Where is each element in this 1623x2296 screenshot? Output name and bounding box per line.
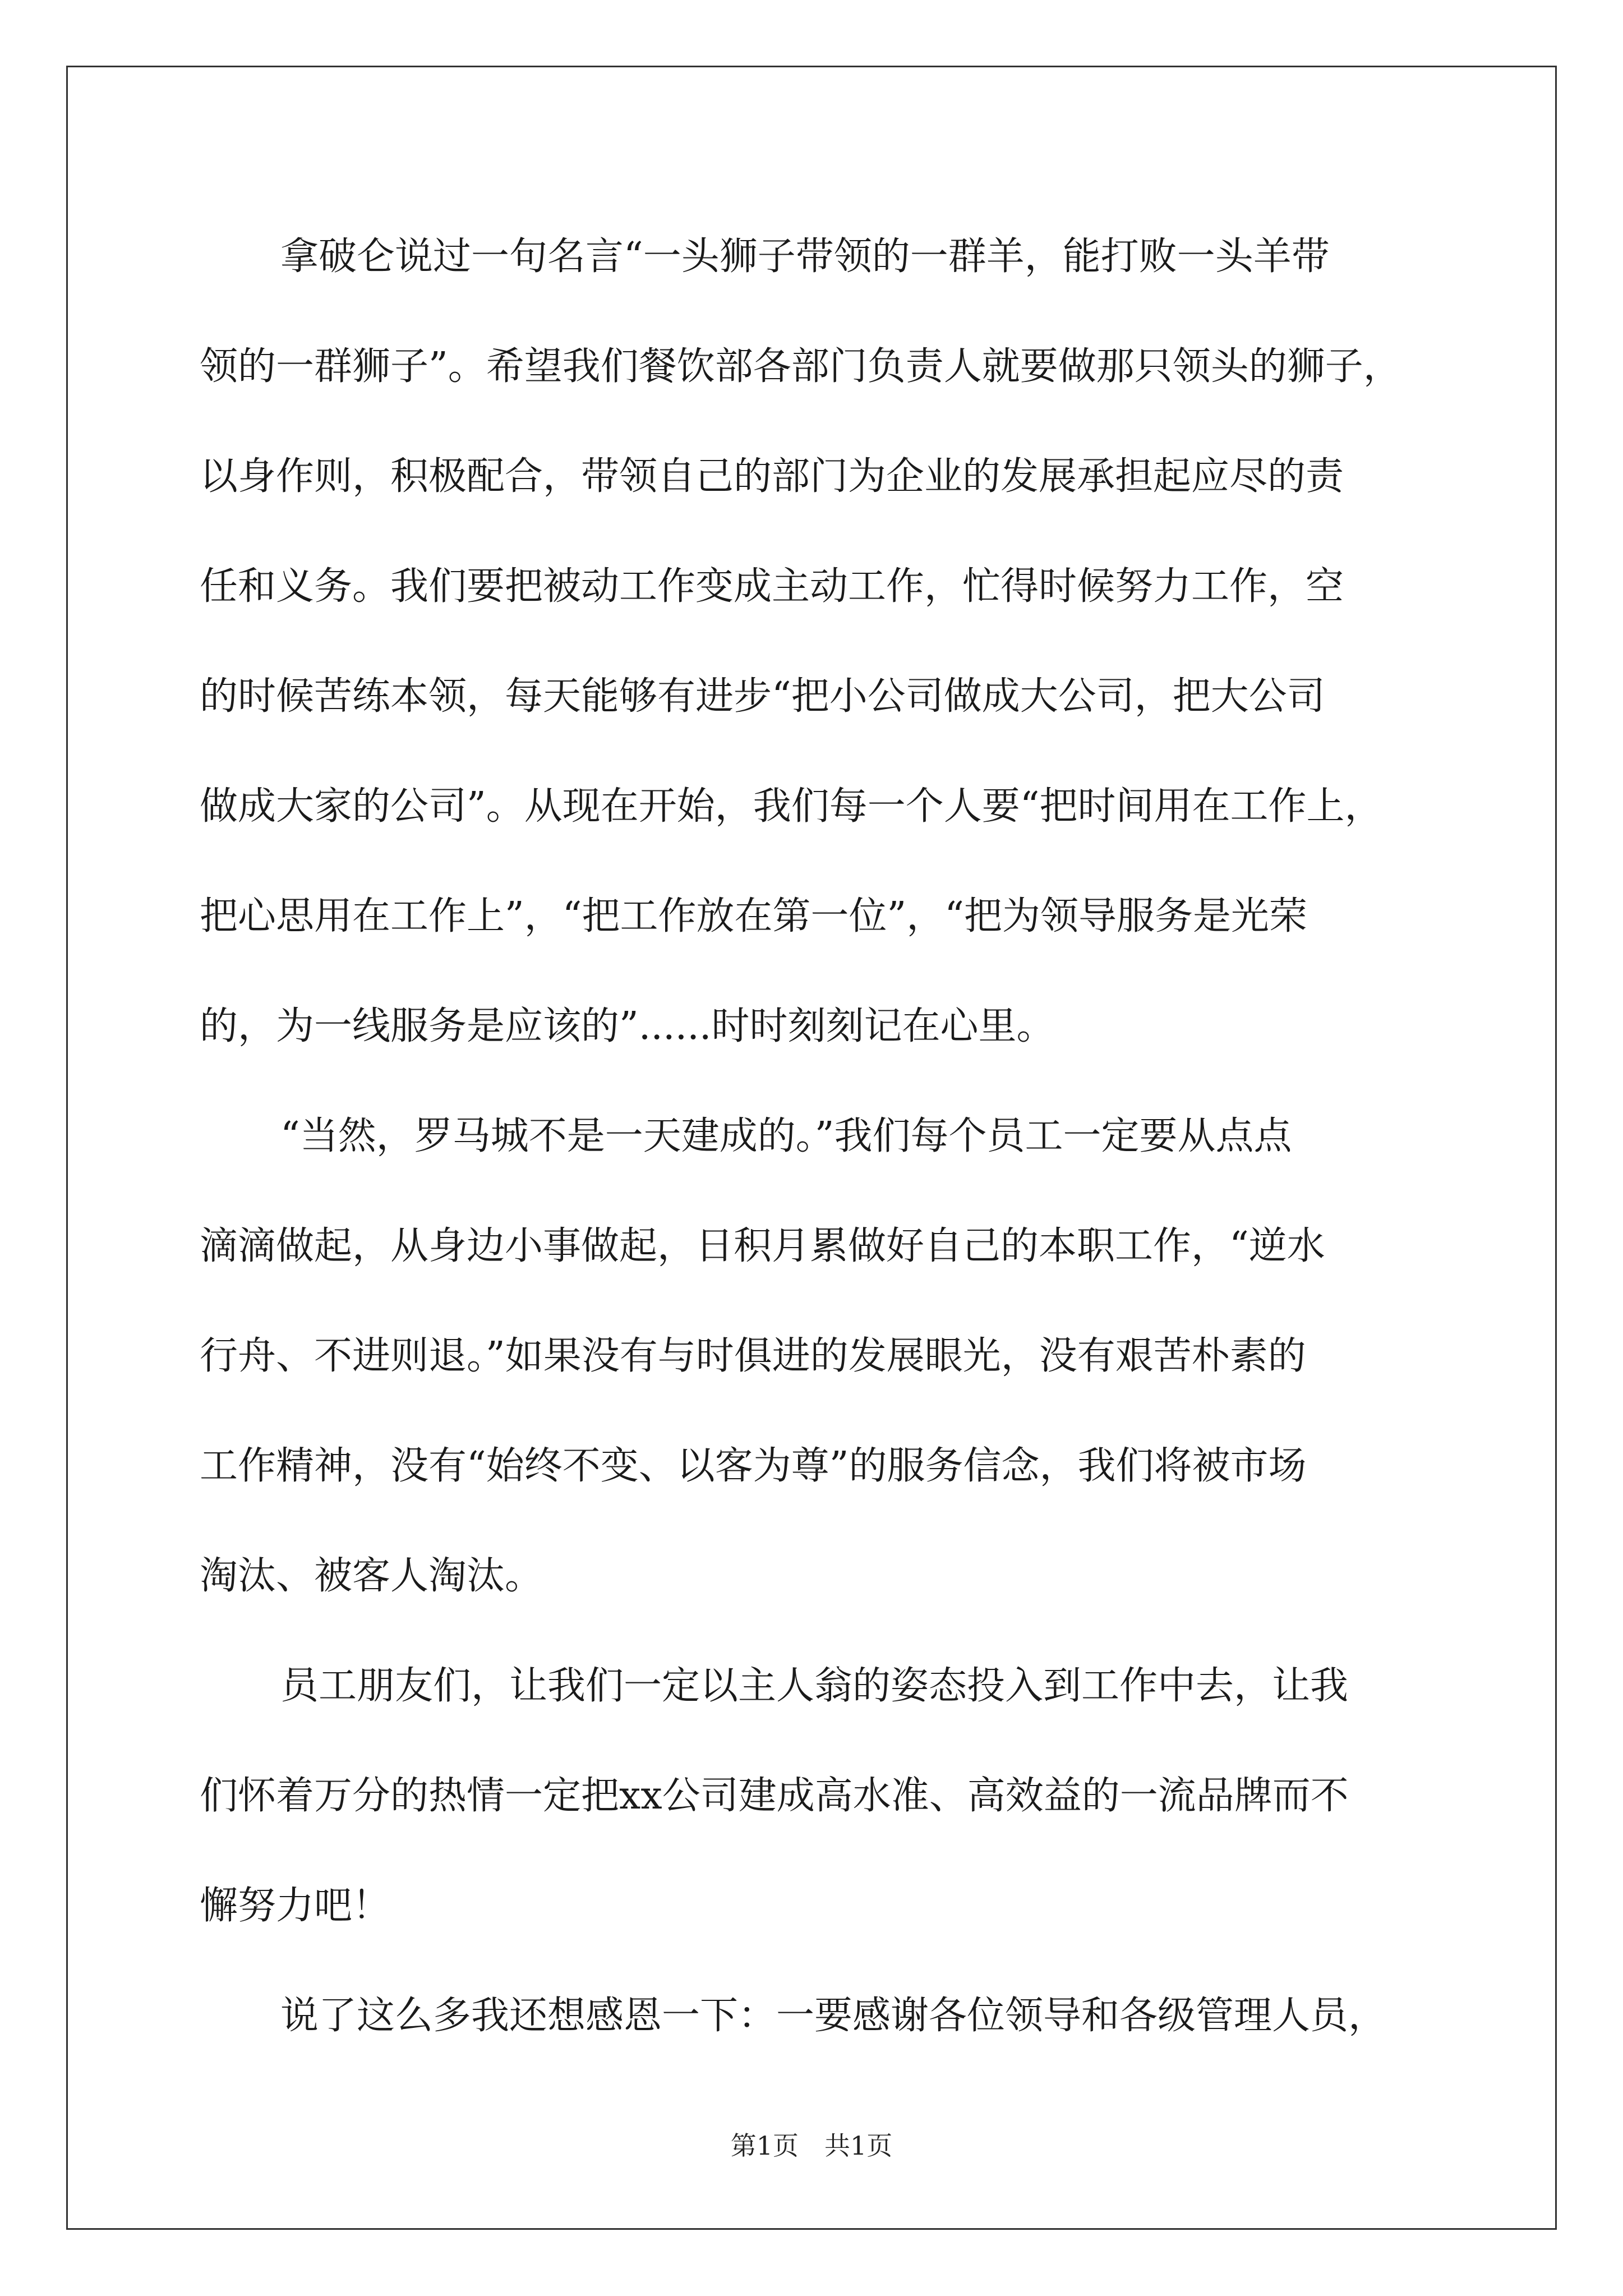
paragraph-1-line-2: 领的一群狮子”。希望我们餐饮部各部门负责人就要做那只领头的狮子， xyxy=(200,344,1401,389)
paragraph-1-line-5: 的时候苦练本领，每天能够有进步“把小公司做成大公司，把大公司 xyxy=(200,674,1325,719)
paragraph-2-line-1: “当然，罗马城不是一天建成的。”我们每个员工一定要从点点 xyxy=(280,1114,1292,1158)
paragraph-1-line-8: 的，为一线服务是应该的”......时时刻刻记在心里。 xyxy=(200,1004,1055,1048)
paragraph-2-line-2: 滴滴做起，从身边小事做起，日积月累做好自己的本职工作，“逆水 xyxy=(200,1224,1325,1268)
paragraph-1-line-6: 做成大家的公司”。从现在开始，我们每一个人要“把时间用在工作上， xyxy=(200,784,1383,829)
paragraph-1-line-3: 以身作则，积极配合，带领自己的部门为企业的发展承担起应尽的责 xyxy=(200,454,1344,499)
paragraph-1-line-7: 把心思用在工作上”，“把工作放在第一位”，“把为领导服务是光荣 xyxy=(200,894,1308,938)
paragraph-1-line-1: 拿破仑说过一句名言“一头狮子带领的一群羊，能打败一头羊带 xyxy=(280,234,1330,279)
paragraph-2-line-3: 行舟、不进则退。”如果没有与时俱进的发展眼光，没有艰苦朴素的 xyxy=(200,1334,1306,1378)
paragraph-3-line-3: 懈努力吧！ xyxy=(200,1884,391,1928)
paragraph-2-line-5: 淘汰、被客人淘汰。 xyxy=(200,1554,543,1598)
paragraph-3-line-2: 们怀着万分的热情一定把xx公司建成高水准、高效益的一流品牌而不 xyxy=(200,1774,1349,1818)
paragraph-1-line-4: 任和义务。我们要把被动工作变成主动工作，忙得时候努力工作，空 xyxy=(200,564,1344,609)
page-number-footer: 第1页 共1页 xyxy=(730,2131,893,2161)
paragraph-4-line-1: 说了这么多我还想感恩一下：一要感谢各位领导和各级管理人员， xyxy=(280,1994,1387,2038)
paragraph-3-line-1: 员工朋友们，让我们一定以主人翁的姿态投入到工作中去，让我 xyxy=(280,1664,1349,1708)
document-body xyxy=(200,202,1470,2071)
paragraph-2-line-4: 工作精神，没有“始终不变、以客为尊”的服务信念，我们将被市场 xyxy=(200,1444,1307,1488)
